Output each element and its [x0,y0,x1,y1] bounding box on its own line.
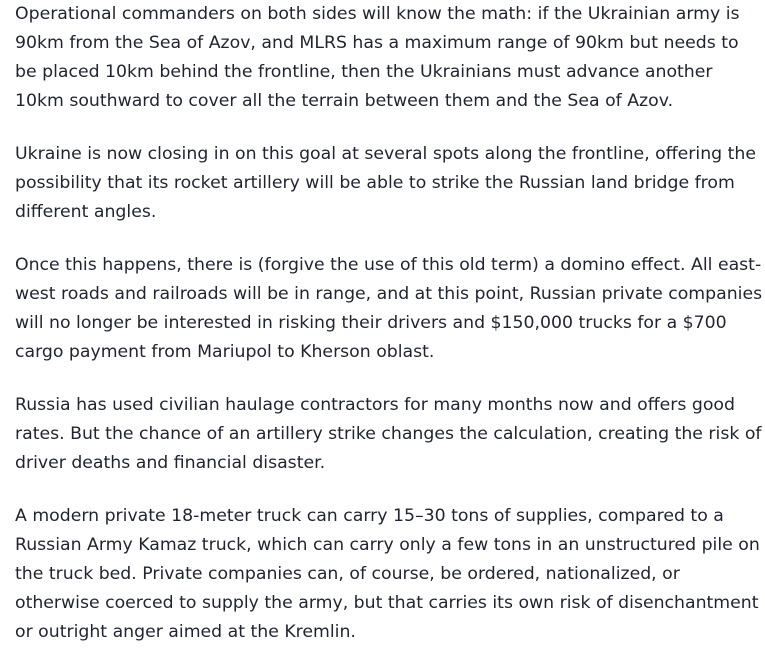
article-paragraph: Operational commanders on both sides will know the math: if the Ukrainian army is 90km from the Sea of Azov, and MLRS has a maximum range of 90km but needs to be placed 10km behind the frontline, then the Ukrainians must advance another 10km southward to cover all the terrain between them and the Sea of Azov. [15,4,740,111]
article-paragraph: Once this happens, there is (forgive the use of this old term) a domino effect. All east-west roads and railroads will be in range, and at this point, Russian private companies will no longer be interested in risking their drivers and $150,000 trucks for a $700 cargo payment from Mariupol to Kherson oblast. [15,255,763,362]
article-paragraph: Russia has used civilian haulage contractors for many months now and offers good rates. But the chance of an artillery strike changes the calculation, creating the risk of driver deaths and financial disaster. [15,395,762,473]
article-paragraph: Ukraine is now closing in on this goal at several spots along the frontline, offering the possibility that its rocket artillery will be able to strike the Russian land bridge from different angles. [15,144,756,222]
article-paragraph: A modern private 18-meter truck can carry 15–30 tons of supplies, compared to a Russian Army Kamaz truck, which can carry only a few tons in an unstructured pile on the truck bed. Private companies can, of course, be ordered, nationalized, or otherwise coerced to supply the army, but that carries its own risk of disenchantment or outright anger aimed at the Kremlin. [15,506,760,642]
